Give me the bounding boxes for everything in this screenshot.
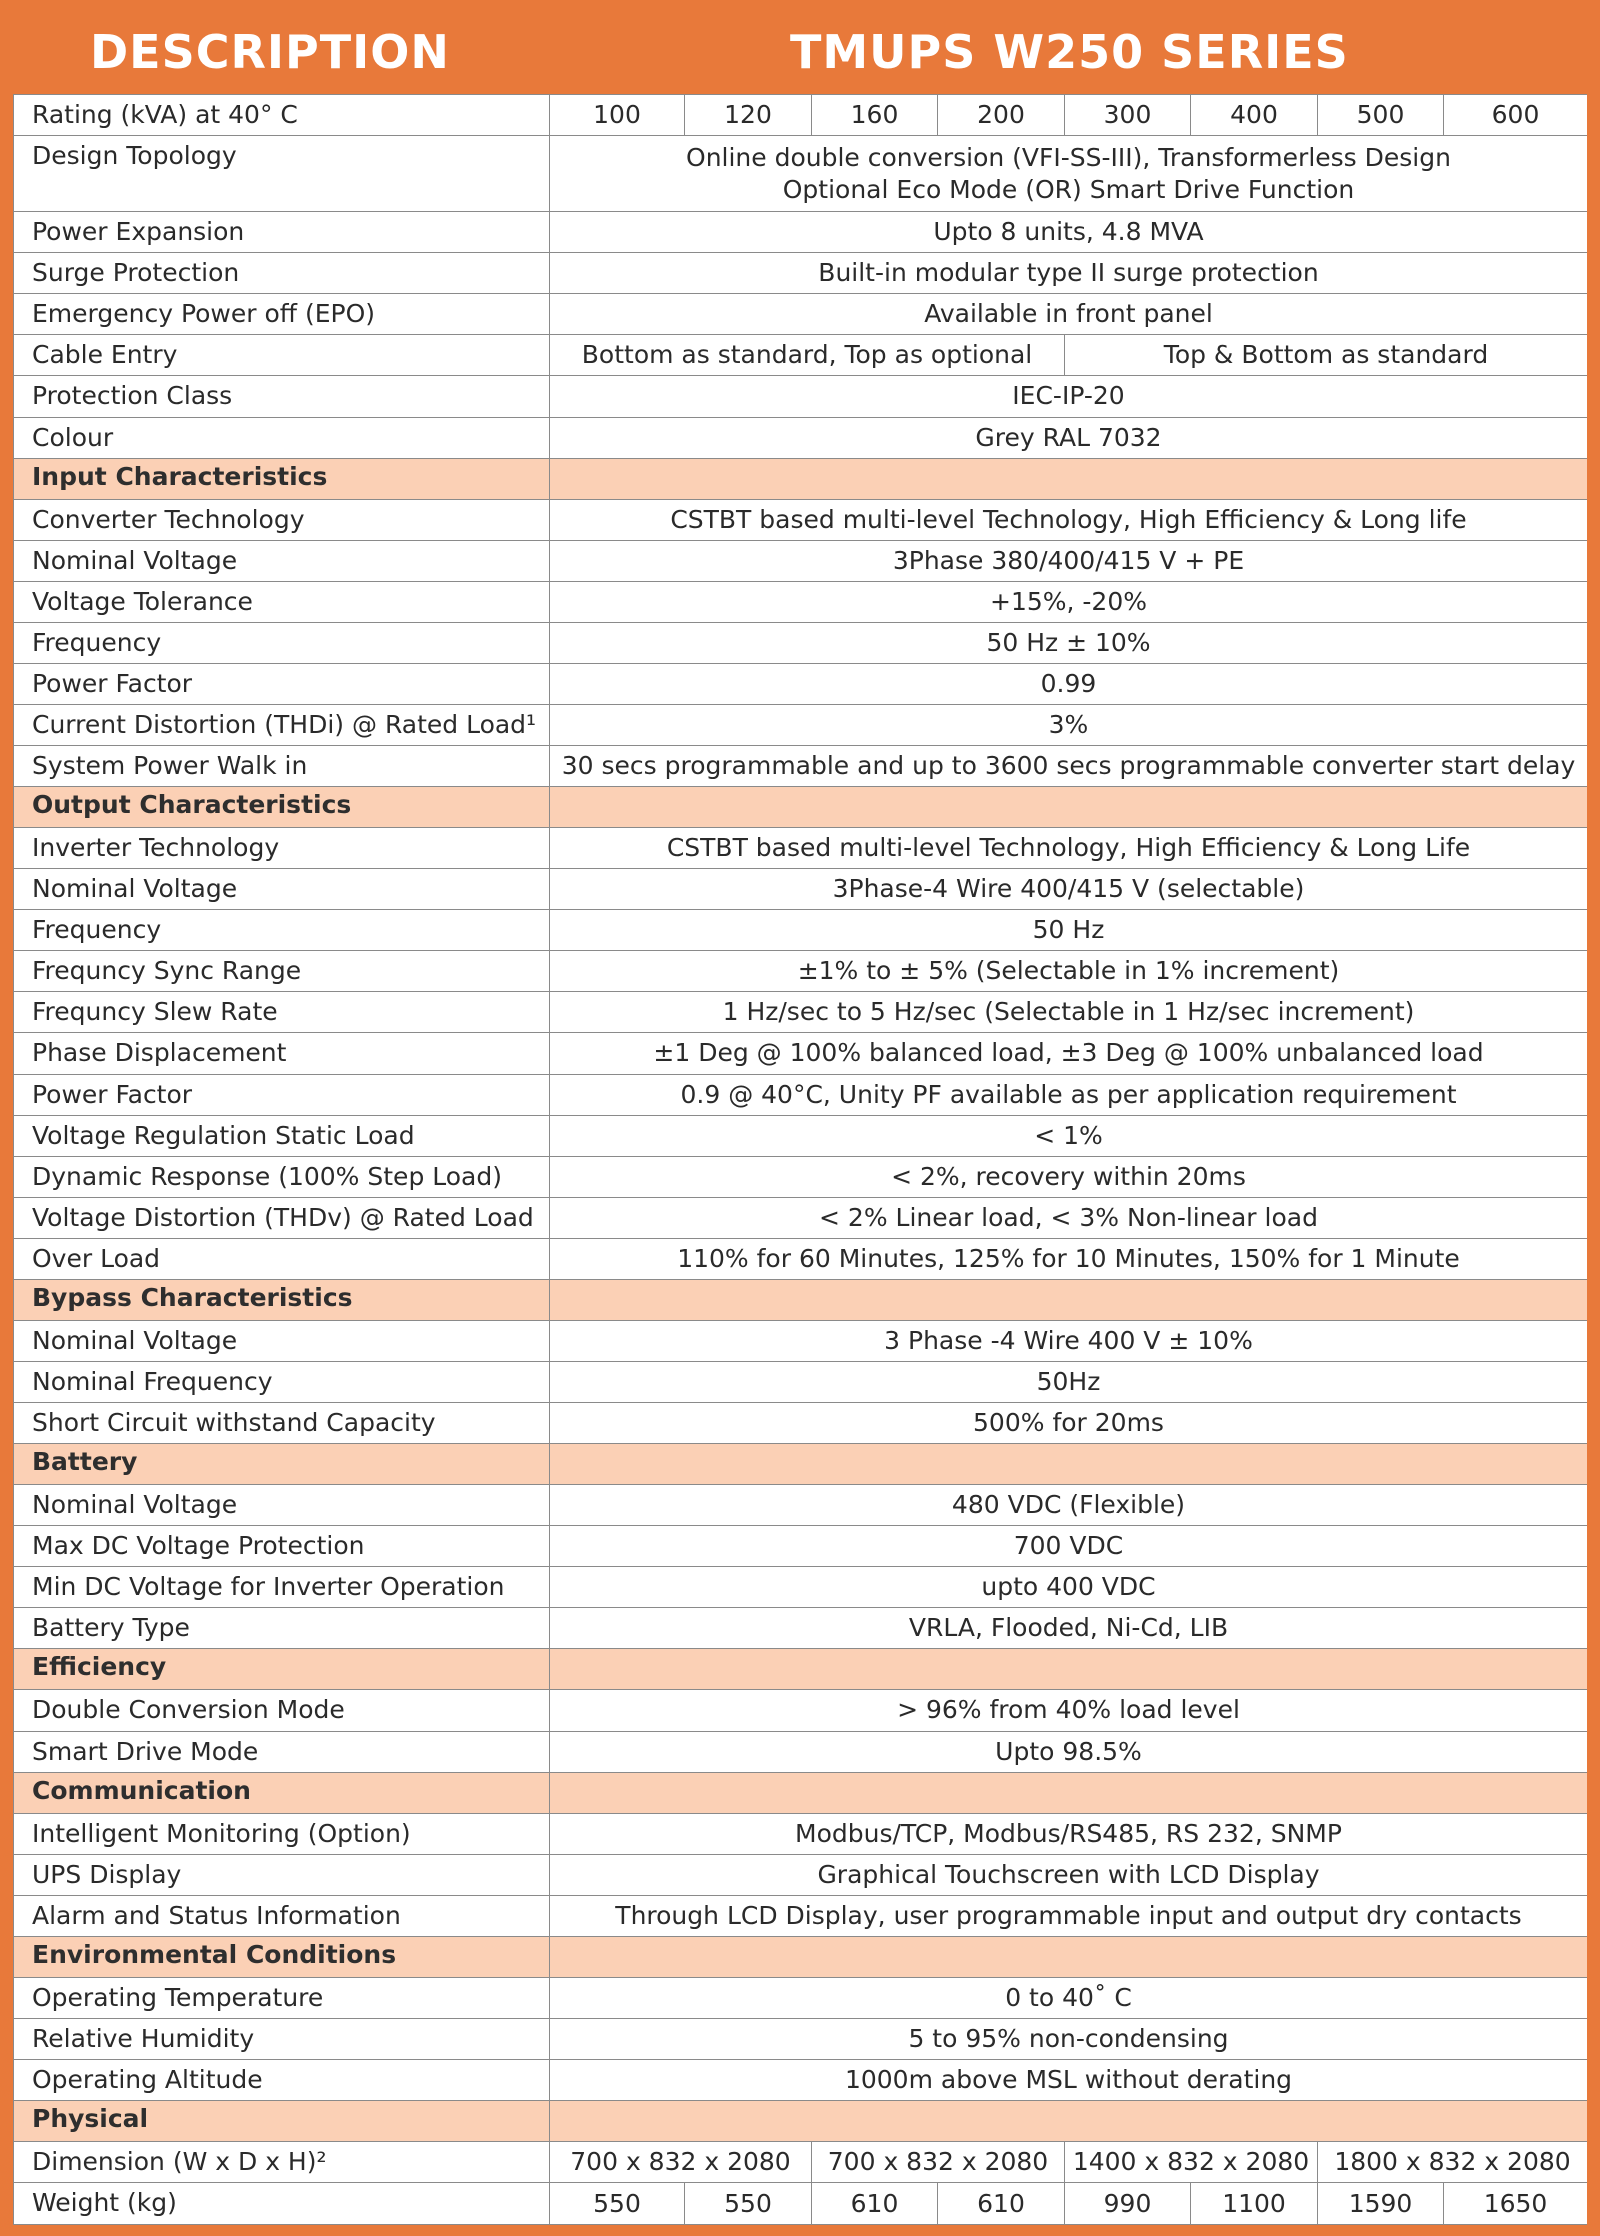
table-row [14, 992, 1588, 1033]
design-topology-line-1: Online double conversion (VFI-SS-III), Transformerless Design [686, 142, 1451, 172]
weight-value: 610 [938, 2183, 1065, 2225]
weight-value: 1100 [1191, 2183, 1318, 2225]
row-value: 700 VDC [550, 1526, 1588, 1567]
row-value: 110% for 60 Minutes, 125% for 10 Minutes, 150% for 1 Minute [550, 1238, 1588, 1279]
rating-row [14, 95, 1588, 136]
table-row [14, 1608, 1588, 1649]
row-label: Max DC Voltage Protection [14, 1526, 550, 1567]
section-fill [550, 1772, 1588, 1813]
weight-value: 550 [550, 2183, 685, 2225]
table-row [14, 1567, 1588, 1608]
table-row [14, 2060, 1588, 2101]
row-label: Dynamic Response (100% Step Load) [14, 1156, 550, 1197]
row-value: 1000m above MSL without derating [550, 2060, 1588, 2101]
row-label: Protection Class [14, 376, 550, 417]
row-value: Upto 8 units, 4.8 MVA [550, 212, 1588, 253]
row-label: Min DC Voltage for Inverter Operation [14, 1567, 550, 1608]
design-topology-row [14, 136, 1588, 212]
row-value: 50 Hz ± 10% [550, 622, 1588, 663]
table-row [14, 828, 1588, 869]
weight-value: 610 [812, 2183, 938, 2225]
row-label: Intelligent Monitoring (Option) [14, 1813, 550, 1854]
cable-entry-right-value: Top & Bottom as standard [1065, 335, 1588, 376]
section-title: Physical [14, 2101, 550, 2142]
row-label: Surge Protection [14, 253, 550, 294]
table-row [14, 1156, 1588, 1197]
row-value: Graphical Touchscreen with LCD Display [550, 1854, 1588, 1895]
rating-value: 600 [1444, 95, 1588, 136]
row-label: Phase Displacement [14, 1033, 550, 1074]
row-value: Upto 98.5% [550, 1731, 1588, 1772]
section-fill [550, 787, 1588, 828]
section-title: Output Characteristics [14, 787, 550, 828]
row-value: VRLA, Flooded, Ni-Cd, LIB [550, 1608, 1588, 1649]
row-value: 500% for 20ms [550, 1403, 1588, 1444]
row-value: 480 VDC (Flexible) [550, 1485, 1588, 1526]
weight-value: 550 [685, 2183, 812, 2225]
row-label: Cable Entry [14, 335, 550, 376]
table-row [14, 1854, 1588, 1895]
row-label: Colour [14, 417, 550, 458]
design-topology-label: Design Topology [14, 136, 550, 212]
rating-value: 400 [1191, 95, 1318, 136]
dimension-value: 700 x 832 x 2080 [812, 2142, 1065, 2183]
row-value: Modbus/TCP, Modbus/RS485, RS 232, SNMP [550, 1813, 1588, 1854]
series-heading: TMUPS W250 SERIES [790, 25, 1349, 79]
table-row [14, 1690, 1588, 1731]
table-row [14, 294, 1588, 335]
section-fill [550, 1279, 1588, 1320]
row-label: Relative Humidity [14, 2018, 550, 2059]
row-label: Nominal Voltage [14, 1320, 550, 1361]
table-row [14, 1197, 1588, 1238]
section-fill [550, 1936, 1588, 1977]
weight-value: 1650 [1444, 2183, 1588, 2225]
weight-value: 1590 [1318, 2183, 1444, 2225]
table-row [14, 910, 1588, 951]
row-label: Power Expansion [14, 212, 550, 253]
row-value: CSTBT based multi-level Technology, High Efficiency & Long Life [550, 828, 1588, 869]
row-value: +15%, -20% [550, 581, 1588, 622]
table-row [14, 1813, 1588, 1854]
row-value: ±1% to ± 5% (Selectable in 1% increment) [550, 951, 1588, 992]
section-title: Bypass Characteristics [14, 1279, 550, 1320]
rating-value: 100 [550, 95, 685, 136]
section-header-input [14, 458, 1588, 499]
row-label: Nominal Voltage [14, 540, 550, 581]
section-header-environmental [14, 1936, 1588, 1977]
row-value: 50 Hz [550, 910, 1588, 951]
table-row [14, 869, 1588, 910]
table-row [14, 622, 1588, 663]
row-value: 3Phase 380/400/415 V + PE [550, 540, 1588, 581]
section-fill [550, 1444, 1588, 1485]
table-row [14, 1238, 1588, 1279]
table-row [14, 1895, 1588, 1936]
row-value: < 1% [550, 1115, 1588, 1156]
row-value: < 2%, recovery within 20ms [550, 1156, 1588, 1197]
dimension-row [14, 2142, 1588, 2183]
rating-value: 200 [938, 95, 1065, 136]
section-header-efficiency [14, 1649, 1588, 1690]
section-header-bypass [14, 1279, 1588, 1320]
cable-entry-left-value: Bottom as standard, Top as optional [550, 335, 1065, 376]
row-label: Nominal Frequency [14, 1361, 550, 1402]
section-title: Environmental Conditions [14, 1936, 550, 1977]
row-value: 3 Phase -4 Wire 400 V ± 10% [550, 1320, 1588, 1361]
spec-sheet [13, 94, 1587, 2225]
row-label: System Power Walk in [14, 746, 550, 787]
table-row [14, 704, 1588, 745]
row-label: Power Factor [14, 663, 550, 704]
table-row [14, 1485, 1588, 1526]
row-label: Frequncy Sync Range [14, 951, 550, 992]
section-title: Efficiency [14, 1649, 550, 1690]
table-row [14, 746, 1588, 787]
table-row [14, 1033, 1588, 1074]
table-row [14, 1731, 1588, 1772]
row-value: Built-in modular type II surge protection [550, 253, 1588, 294]
row-label: Over Load [14, 1238, 550, 1279]
row-value: Through LCD Display, user programmable input and output dry contacts [550, 1895, 1588, 1936]
table-row [14, 951, 1588, 992]
row-value: 1 Hz/sec to 5 Hz/sec (Selectable in 1 Hz/sec increment) [550, 992, 1588, 1033]
row-label: Short Circuit withstand Capacity [14, 1403, 550, 1444]
row-label: Alarm and Status Information [14, 1895, 550, 1936]
design-topology-value [550, 136, 1588, 212]
table-row [14, 376, 1588, 417]
table-row [14, 540, 1588, 581]
table-row [14, 1074, 1588, 1115]
row-value: Available in front panel [550, 294, 1588, 335]
weight-value: 990 [1065, 2183, 1191, 2225]
row-value: Grey RAL 7032 [550, 417, 1588, 458]
row-label: Operating Altitude [14, 2060, 550, 2101]
rating-value: 500 [1318, 95, 1444, 136]
section-header-battery [14, 1444, 1588, 1485]
page-header [0, 0, 1600, 94]
row-label: Voltage Regulation Static Load [14, 1115, 550, 1156]
row-label: Converter Technology [14, 499, 550, 540]
spec-table [13, 94, 1587, 2225]
row-value: < 2% Linear load, < 3% Non-linear load [550, 1197, 1588, 1238]
table-row [14, 581, 1588, 622]
rating-label: Rating (kVA) at 40° C [14, 95, 550, 136]
dimension-value: 700 x 832 x 2080 [550, 2142, 812, 2183]
table-row [14, 663, 1588, 704]
row-label: Power Factor [14, 1074, 550, 1115]
row-label: Double Conversion Mode [14, 1690, 550, 1731]
row-label: Frequency [14, 622, 550, 663]
design-topology-line-2: Optional Eco Mode (OR) Smart Drive Function [782, 174, 1355, 204]
section-title: Communication [14, 1772, 550, 1813]
row-value: upto 400 VDC [550, 1567, 1588, 1608]
rating-value: 300 [1065, 95, 1191, 136]
row-value: 5 to 95% non-condensing [550, 2018, 1588, 2059]
section-title: Input Characteristics [14, 458, 550, 499]
row-value: 3Phase-4 Wire 400/415 V (selectable) [550, 869, 1588, 910]
row-label: Dimension (W x D x H)² [14, 2142, 550, 2183]
table-row [14, 1526, 1588, 1567]
row-value: 0.99 [550, 663, 1588, 704]
row-label: Smart Drive Mode [14, 1731, 550, 1772]
section-header-physical [14, 2101, 1588, 2142]
section-header-communication [14, 1772, 1588, 1813]
description-heading: DESCRIPTION [90, 25, 450, 79]
row-value: ±1 Deg @ 100% balanced load, ±3 Deg @ 100% unbalanced load [550, 1033, 1588, 1074]
table-row [14, 2018, 1588, 2059]
row-label: Inverter Technology [14, 828, 550, 869]
table-row [14, 253, 1588, 294]
row-label: Emergency Power off (EPO) [14, 294, 550, 335]
row-value: 30 secs programmable and up to 3600 secs programmable converter start delay [550, 746, 1588, 787]
row-label: Frequency [14, 910, 550, 951]
table-row [14, 1320, 1588, 1361]
row-value: IEC-IP-20 [550, 376, 1588, 417]
cable-entry-row [14, 335, 1588, 376]
section-header-output [14, 787, 1588, 828]
table-row [14, 1403, 1588, 1444]
row-value: 0.9 @ 40°C, Unity PF available as per application requirement [550, 1074, 1588, 1115]
table-row [14, 417, 1588, 458]
row-label: Operating Temperature [14, 1977, 550, 2018]
row-value: 0 to 40˚ C [550, 1977, 1588, 2018]
row-value: CSTBT based multi-level Technology, High Efficiency & Long life [550, 499, 1588, 540]
row-value: 50Hz [550, 1361, 1588, 1402]
row-label: Weight (kg) [14, 2183, 550, 2225]
table-row [14, 499, 1588, 540]
dimension-value: 1400 x 832 x 2080 [1065, 2142, 1318, 2183]
row-label: Frequncy Slew Rate [14, 992, 550, 1033]
rating-value: 120 [685, 95, 812, 136]
section-fill [550, 458, 1588, 499]
rating-value: 160 [812, 95, 938, 136]
section-title: Battery [14, 1444, 550, 1485]
row-value: 3% [550, 704, 1588, 745]
table-row [14, 1977, 1588, 2018]
dimension-value: 1800 x 832 x 2080 [1318, 2142, 1588, 2183]
section-fill [550, 1649, 1588, 1690]
row-label: Voltage Distortion (THDv) @ Rated Load [14, 1197, 550, 1238]
row-label: Current Distortion (THDi) @ Rated Load¹ [14, 704, 550, 745]
table-row [14, 1115, 1588, 1156]
row-label: Voltage Tolerance [14, 581, 550, 622]
row-label: Battery Type [14, 1608, 550, 1649]
table-row [14, 1361, 1588, 1402]
weight-row [14, 2183, 1588, 2225]
row-label: Nominal Voltage [14, 869, 550, 910]
row-label: UPS Display [14, 1854, 550, 1895]
section-fill [550, 2101, 1588, 2142]
row-value: > 96% from 40% load level [550, 1690, 1588, 1731]
row-label: Nominal Voltage [14, 1485, 550, 1526]
table-row [14, 212, 1588, 253]
